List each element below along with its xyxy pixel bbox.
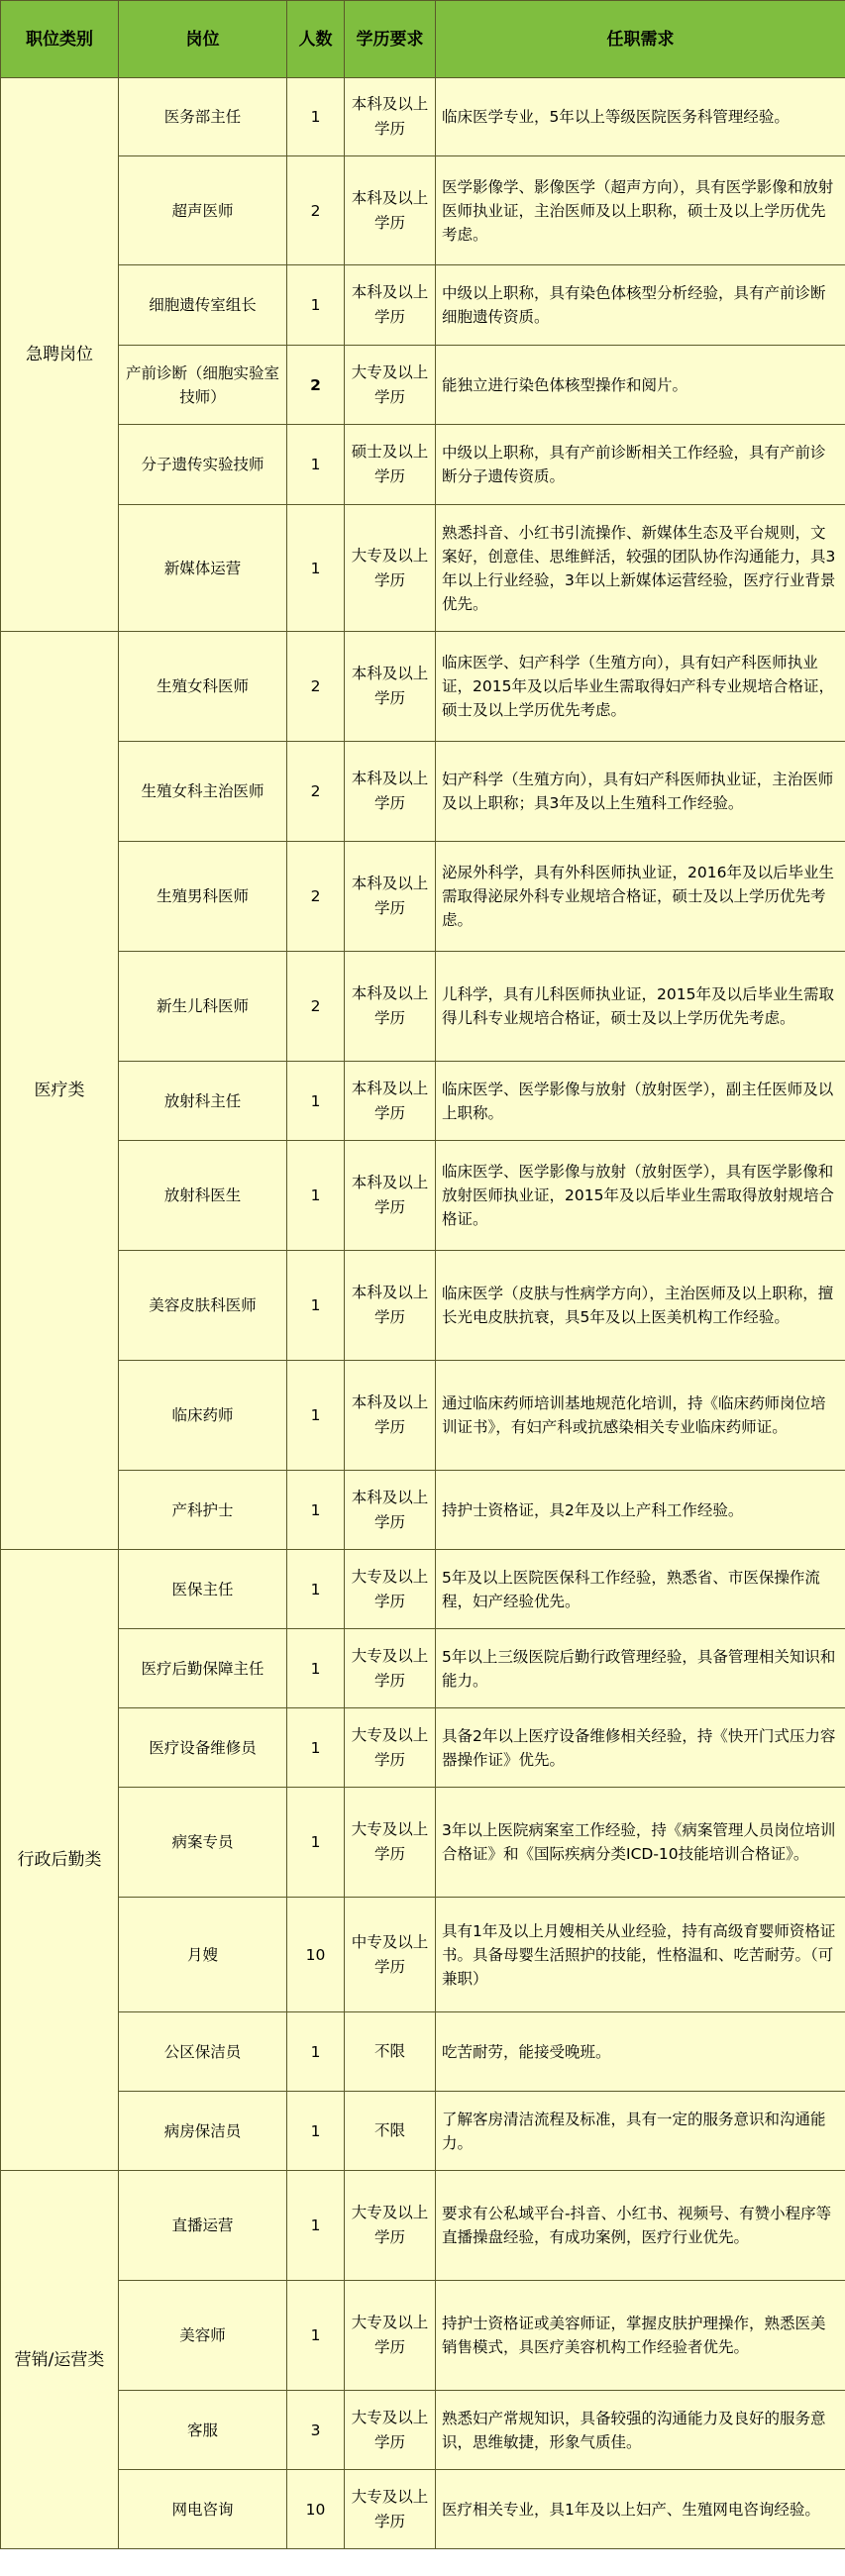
education-cell: 大专及以上学历 (345, 505, 436, 632)
position-cell: 病房保洁员 (119, 2092, 287, 2171)
position-cell: 医疗设备维修员 (119, 1708, 287, 1788)
requirements-cell: 3年以上医院病案室工作经验，持《病案管理人员岗位培训合格证》和《国际疾病分类ICD-10技能培训合格证》。 (436, 1788, 845, 1898)
requirements-cell: 泌尿外科学，具有外科医师执业证，2016年及以后毕业生需取得泌尿外科专业规培合格证，硕士及以上学历优先考虑。 (436, 842, 845, 952)
education-cell: 本科及以上学历 (345, 1141, 436, 1251)
requirements-cell: 具备2年以上医疗设备维修相关经验，持《快开门式压力容器操作证》优先。 (436, 1708, 845, 1788)
count-cell: 3 (287, 2391, 345, 2470)
table-row (1, 1141, 845, 1251)
count-cell: 2 (287, 952, 345, 1062)
header-position: 岗位 (119, 1, 287, 78)
count-cell: 2 (287, 742, 345, 842)
count-cell: 1 (287, 2171, 345, 2281)
education-cell: 中专及以上学历 (345, 1898, 436, 2012)
requirements-cell: 能独立进行染色体核型操作和阅片。 (436, 346, 845, 425)
count-cell: 1 (287, 1629, 345, 1708)
requirements-cell: 要求有公私域平台-抖音、小红书、视频号、有赞小程序等直播操盘经验，有成功案例，医疗行业优先。 (436, 2171, 845, 2281)
education-cell: 大专及以上学历 (345, 2281, 436, 2391)
table-row (1, 2012, 845, 2092)
position-cell: 医务部主任 (119, 78, 287, 156)
table-row (1, 2092, 845, 2171)
position-cell: 细胞遗传室组长 (119, 265, 287, 346)
category-cell: 急聘岗位 (1, 78, 119, 632)
count-cell: 10 (287, 1898, 345, 2012)
education-cell: 大专及以上学历 (345, 2171, 436, 2281)
position-cell: 公区保洁员 (119, 2012, 287, 2092)
position-cell: 放射科医生 (119, 1141, 287, 1251)
requirements-cell: 医疗相关专业，具1年及以上妇产、生殖网电咨询经验。 (436, 2470, 845, 2549)
education-cell: 大专及以上学历 (345, 1550, 436, 1629)
requirements-cell: 临床医学专业，5年以上等级医院医务科管理经验。 (436, 78, 845, 156)
table-row (1, 346, 845, 425)
count-cell: 10 (287, 2470, 345, 2549)
table-row (1, 1471, 845, 1550)
position-cell: 分子遗传实验技师 (119, 425, 287, 505)
count-cell: 1 (287, 2012, 345, 2092)
position-cell: 客服 (119, 2391, 287, 2470)
education-cell: 不限 (345, 2012, 436, 2092)
count-cell: 2 (287, 156, 345, 265)
education-cell: 大专及以上学历 (345, 1708, 436, 1788)
position-cell: 直播运营 (119, 2171, 287, 2281)
position-cell: 放射科主任 (119, 1062, 287, 1141)
count-cell: 1 (287, 1141, 345, 1251)
requirements-cell: 持护士资格证，具2年及以上产科工作经验。 (436, 1471, 845, 1550)
header-requirements: 任职需求 (436, 1, 845, 78)
education-cell: 本科及以上学历 (345, 1251, 436, 1361)
position-cell: 网电咨询 (119, 2470, 287, 2549)
requirements-cell: 了解客房清洁流程及标准，具有一定的服务意识和沟通能力。 (436, 2092, 845, 2171)
table-row (1, 1062, 845, 1141)
count-cell: 2 (287, 632, 345, 742)
requirements-cell: 临床医学（皮肤与性病学方向），主治医师及以上职称，擅长光电皮肤抗衰，具5年及以上医美机构工作经验。 (436, 1251, 845, 1361)
category-cell: 营销/运营类 (1, 2171, 119, 2549)
position-cell: 生殖女科医师 (119, 632, 287, 742)
requirements-cell: 中级以上职称，具有染色体核型分析经验，具有产前诊断细胞遗传资质。 (436, 265, 845, 346)
position-cell: 新生儿科医师 (119, 952, 287, 1062)
requirements-cell: 中级以上职称，具有产前诊断相关工作经验，具有产前诊断分子遗传资质。 (436, 425, 845, 505)
education-cell: 本科及以上学历 (345, 632, 436, 742)
table-row (1, 1251, 845, 1361)
position-cell: 超声医师 (119, 156, 287, 265)
position-cell: 生殖男科医师 (119, 842, 287, 952)
count-cell: 1 (287, 425, 345, 505)
table-row (1, 2470, 845, 2549)
table-row (1, 2391, 845, 2470)
header-category: 职位类别 (1, 1, 119, 78)
count-cell: 1 (287, 2092, 345, 2171)
count-cell: 1 (287, 1550, 345, 1629)
education-cell: 本科及以上学历 (345, 265, 436, 346)
requirements-cell: 熟悉妇产常规知识，具备较强的沟通能力及良好的服务意识，思维敏捷，形象气质佳。 (436, 2391, 845, 2470)
table-row (1, 505, 845, 632)
requirements-cell: 儿科学，具有儿科医师执业证，2015年及以后毕业生需取得儿科专业规培合格证，硕士及以上学历优先考虑。 (436, 952, 845, 1062)
requirements-cell: 临床医学、妇产科学（生殖方向），具有妇产科医师执业证，2015年及以后毕业生需取得妇产科专业规培合格证，硕士及以上学历优先考虑。 (436, 632, 845, 742)
table-header-row (1, 1, 845, 78)
count-cell: 1 (287, 265, 345, 346)
count-cell: 1 (287, 1788, 345, 1898)
count-cell: 2 (287, 346, 345, 425)
education-cell: 本科及以上学历 (345, 952, 436, 1062)
table-row (1, 2281, 845, 2391)
table-row (1, 2171, 845, 2281)
position-cell: 美容师 (119, 2281, 287, 2391)
table-row (1, 156, 845, 265)
category-cell: 行政后勤类 (1, 1550, 119, 2171)
education-cell: 本科及以上学历 (345, 1361, 436, 1471)
table-row (1, 265, 845, 346)
category-cell: 医疗类 (1, 632, 119, 1550)
requirements-cell: 医学影像学、影像医学（超声方向），具有医学影像和放射医师执业证，主治医师及以上职称，硕士及以上学历优先考虑。 (436, 156, 845, 265)
education-cell: 本科及以上学历 (345, 78, 436, 156)
count-cell: 1 (287, 505, 345, 632)
count-cell: 1 (287, 1471, 345, 1550)
requirements-cell: 持护士资格证或美容师证，掌握皮肤护理操作，熟悉医美销售模式，具医疗美容机构工作经验者优先。 (436, 2281, 845, 2391)
requirements-cell: 具有1年及以上月嫂相关从业经验，持有高级育婴师资格证书。具备母婴生活照护的技能，性格温和、吃苦耐劳。（可兼职） (436, 1898, 845, 2012)
table-row (1, 952, 845, 1062)
requirements-cell: 通过临床药师培训基地规范化培训，持《临床药师岗位培训证书》，有妇产科或抗感染相关专业临床药师证。 (436, 1361, 845, 1471)
education-cell: 本科及以上学历 (345, 842, 436, 952)
table-row (1, 1708, 845, 1788)
position-cell: 新媒体运营 (119, 505, 287, 632)
requirements-cell: 妇产科学（生殖方向），具有妇产科医师执业证，主治医师及以上职称；具3年及以上生殖科工作经验。 (436, 742, 845, 842)
education-cell: 大专及以上学历 (345, 346, 436, 425)
education-cell: 大专及以上学历 (345, 1788, 436, 1898)
education-cell: 大专及以上学历 (345, 2391, 436, 2470)
position-cell: 病案专员 (119, 1788, 287, 1898)
header-education: 学历要求 (345, 1, 436, 78)
education-cell: 本科及以上学历 (345, 1062, 436, 1141)
requirements-cell: 熟悉抖音、小红书引流操作、新媒体生态及平台规则，文案好，创意佳、思维鲜活，较强的团队协作沟通能力，具3年以上行业经验，3年以上新媒体运营经验，医疗行业背景优先。 (436, 505, 845, 632)
table-row (1, 1361, 845, 1471)
count-cell: 1 (287, 1251, 345, 1361)
table-row (1, 1550, 845, 1629)
requirements-cell: 临床医学、医学影像与放射（放射医学），具有医学影像和放射医师执业证，2015年及以后毕业生需取得放射规培合格证。 (436, 1141, 845, 1251)
count-cell: 1 (287, 1708, 345, 1788)
position-cell: 临床药师 (119, 1361, 287, 1471)
count-cell: 1 (287, 1062, 345, 1141)
table-row (1, 632, 845, 742)
position-cell: 产科护士 (119, 1471, 287, 1550)
position-cell: 生殖女科主治医师 (119, 742, 287, 842)
education-cell: 大专及以上学历 (345, 1629, 436, 1708)
requirements-cell: 临床医学、医学影像与放射（放射医学），副主任医师及以上职称。 (436, 1062, 845, 1141)
table-row (1, 425, 845, 505)
table-row (1, 842, 845, 952)
education-cell: 本科及以上学历 (345, 1471, 436, 1550)
table-row (1, 742, 845, 842)
education-cell: 本科及以上学历 (345, 742, 436, 842)
table-row (1, 1788, 845, 1898)
position-cell: 医疗后勤保障主任 (119, 1629, 287, 1708)
table-row (1, 1629, 845, 1708)
count-cell: 1 (287, 2281, 345, 2391)
position-cell: 美容皮肤科医师 (119, 1251, 287, 1361)
education-cell: 硕士及以上学历 (345, 425, 436, 505)
count-cell: 2 (287, 842, 345, 952)
requirements-cell: 吃苦耐劳，能接受晚班。 (436, 2012, 845, 2092)
position-cell: 医保主任 (119, 1550, 287, 1629)
count-cell: 1 (287, 78, 345, 156)
table-row (1, 78, 845, 156)
header-count: 人数 (287, 1, 345, 78)
position-cell: 月嫂 (119, 1898, 287, 2012)
education-cell: 本科及以上学历 (345, 156, 436, 265)
table-row (1, 1898, 845, 2012)
education-cell: 大专及以上学历 (345, 2470, 436, 2549)
count-cell: 1 (287, 1361, 345, 1471)
requirements-cell: 5年以上三级医院后勤行政管理经验，具备管理相关知识和能力。 (436, 1629, 845, 1708)
education-cell: 不限 (345, 2092, 436, 2171)
requirements-cell: 5年及以上医院医保科工作经验，熟悉省、市医保操作流程，妇产经验优先。 (436, 1550, 845, 1629)
position-cell: 产前诊断（细胞实验室技师） (119, 346, 287, 425)
